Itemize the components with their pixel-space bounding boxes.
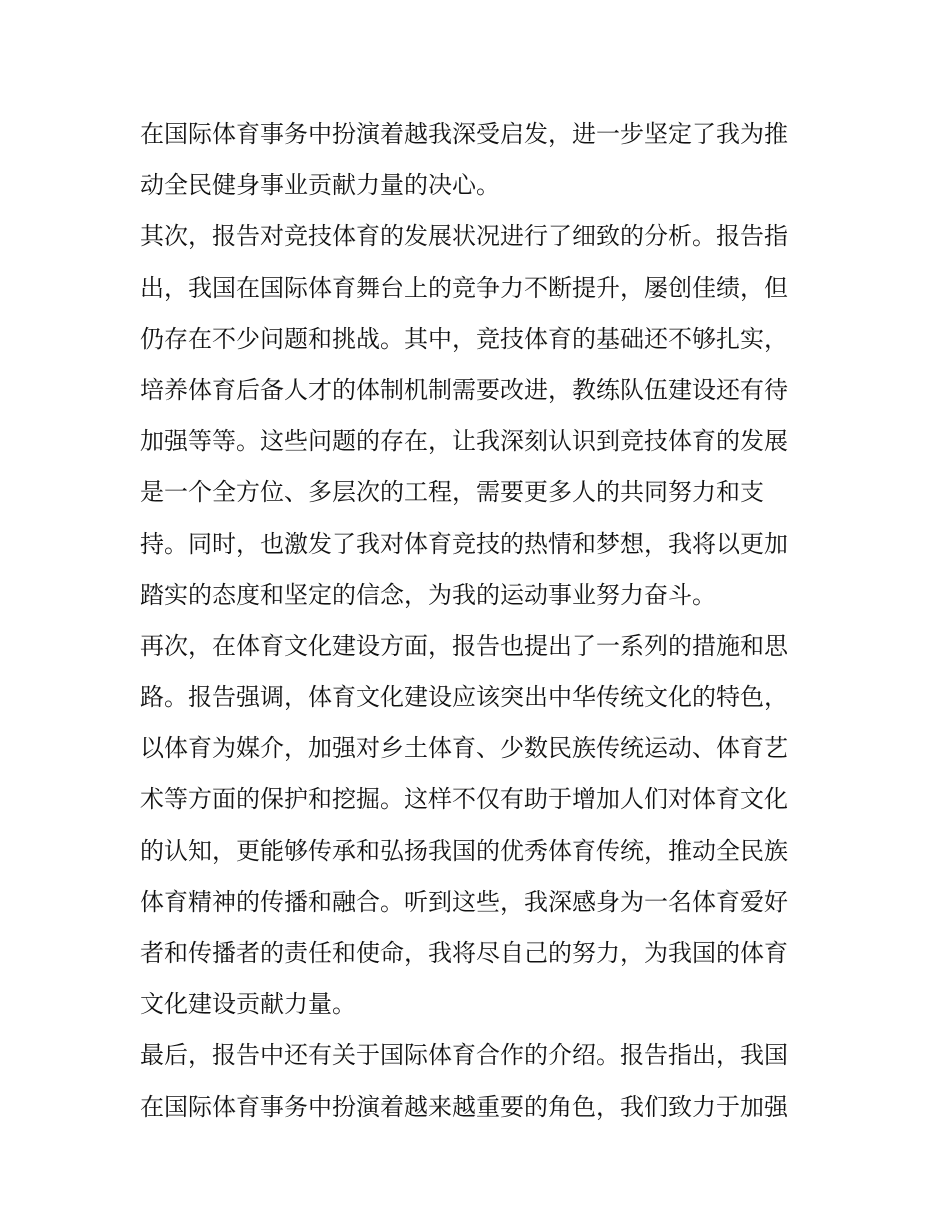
text-line: 加强等等。这些问题的存在，让我深刻认识到竞技体育的发展 (140, 427, 788, 456)
text-line: 仍存在不少问题和挑战。其中，竞技体育的基础还不够扎实， (140, 324, 788, 353)
text-line: 文化建设贡献力量。 (140, 990, 356, 1019)
text-line: 术等方面的保护和挖掘。这样不仅有助于增加人们对体育文化 (140, 785, 788, 814)
text-line: 培养体育后备人才的体制机制需要改进，教练队伍建设还有待 (140, 375, 788, 404)
text-line: 的认知，更能够传承和弘扬我国的优秀体育传统，推动全民族 (140, 836, 788, 865)
text-line: 是一个全方位、多层次的工程，需要更多人的共同努力和支 (140, 478, 764, 507)
text-line: 在国际体育事务中扮演着越我深受启发，进一步坚定了我为推 (140, 120, 788, 148)
text-line: 再次，在体育文化建设方面，报告也提出了一系列的措施和思 (140, 631, 788, 660)
document-body (140, 109, 812, 1133)
text-line: 其次，报告对竞技体育的发展状况进行了细致的分析。报告指 (140, 222, 788, 251)
text-line: 动全民健身事业贡献力量的决心。 (140, 171, 500, 200)
text-line: 最后，报告中还有关于国际体育合作的介绍。报告指出，我国 (140, 1041, 788, 1070)
text-line: 者和传播者的责任和使命，我将尽自己的努力，为我国的体育 (140, 939, 788, 967)
text-line: 路。报告强调，体育文化建设应该突出中华传统文化的特色， (140, 683, 788, 712)
text-line: 以体育为媒介，加强对乡土体育、少数民族传统运动、体育艺 (140, 734, 788, 763)
text-line: 体育精神的传播和融合。听到这些，我深感身为一名体育爱好 (140, 887, 788, 916)
text-line: 在国际体育事务中扮演着越来越重要的角色，我们致力于加强 (140, 1092, 788, 1121)
text-line: 出，我国在国际体育舞台上的竞争力不断提升，屡创佳绩，但 (140, 273, 788, 302)
text-line: 踏实的态度和坚定的信念，为我的运动事业努力奋斗。 (140, 580, 716, 609)
text-line: 持。同时，也激发了我对体育竞技的热情和梦想，我将以更加 (140, 529, 788, 558)
